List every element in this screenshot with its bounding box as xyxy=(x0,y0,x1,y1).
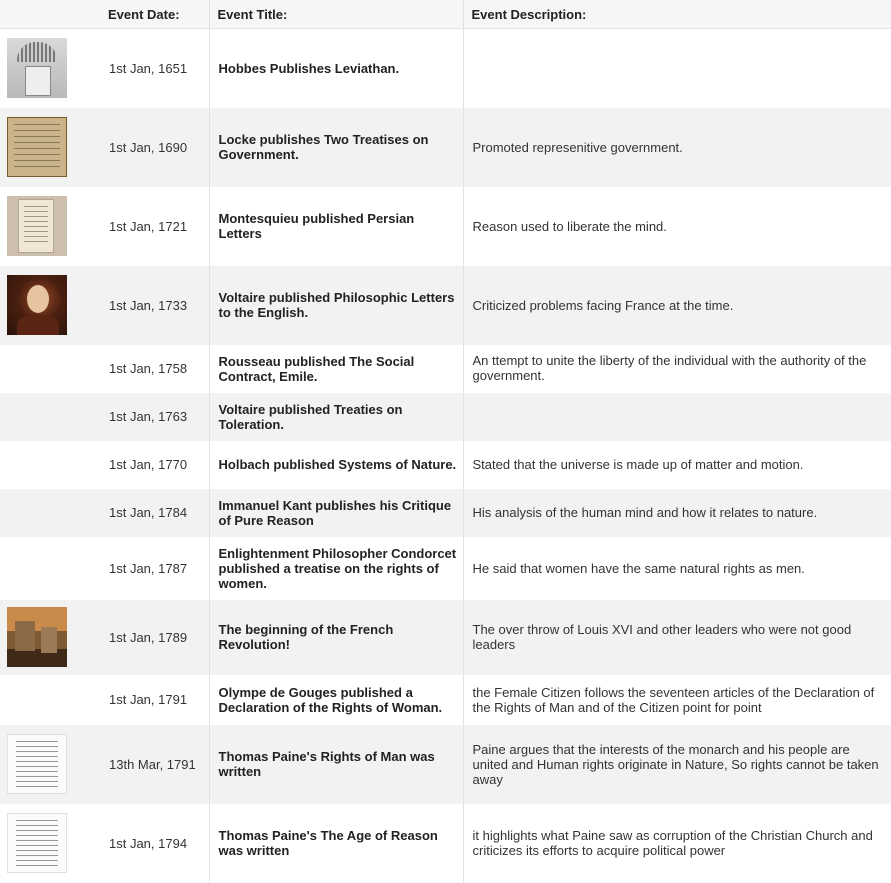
event-title: Olympe de Gouges published a Declaration of the Rights of Woman. xyxy=(209,675,463,725)
event-date: 1st Jan, 1794 xyxy=(100,804,209,883)
event-row[interactable] xyxy=(0,537,891,600)
event-date: 1st Jan, 1770 xyxy=(100,441,209,489)
rights-of-man-title-page-icon[interactable] xyxy=(7,734,67,794)
event-row[interactable] xyxy=(0,29,891,108)
event-description: it highlights what Paine saw as corruption of the Christian Church and criticizes its efforts to acquire political power xyxy=(463,804,891,883)
age-of-reason-title-page-icon[interactable] xyxy=(7,813,67,873)
event-description: Promoted represenitive government. xyxy=(463,108,891,187)
event-date: 1st Jan, 1690 xyxy=(100,108,209,187)
event-description: the Female Citizen follows the seventeen articles of the Declaration of the Rights of Man and of the Citizen point for point xyxy=(463,675,891,725)
event-description: His analysis of the human mind and how it relates to nature. xyxy=(463,489,891,537)
event-row[interactable] xyxy=(0,675,891,725)
header-image xyxy=(0,0,100,29)
event-title: Hobbes Publishes Leviathan. xyxy=(209,29,463,108)
event-description: He said that women have the same natural rights as men. xyxy=(463,537,891,600)
event-description: Reason used to liberate the mind. xyxy=(463,187,891,266)
header-event-description[interactable]: Event Description: xyxy=(463,0,891,29)
event-date: 1st Jan, 1733 xyxy=(100,266,209,345)
event-description: Criticized problems facing France at the time. xyxy=(463,266,891,345)
event-title: The beginning of the French Revolution! xyxy=(209,600,463,675)
header-event-title[interactable]: Event Title: xyxy=(209,0,463,29)
event-title: Thomas Paine's Rights of Man was written xyxy=(209,725,463,804)
event-row[interactable] xyxy=(0,345,891,393)
persian-letters-book-icon[interactable] xyxy=(7,196,67,256)
leviathan-engraving-icon[interactable] xyxy=(7,38,67,98)
event-description xyxy=(463,29,891,108)
event-title: Voltaire published Philosophic Letters to the English. xyxy=(209,266,463,345)
event-description: An ttempt to unite the liberty of the individual with the authority of the government. xyxy=(463,345,891,393)
event-description: Paine argues that the interests of the monarch and his people are united and Human rights originate in Nature, So rights cannot be taken away xyxy=(463,725,891,804)
event-title: Montesquieu published Persian Letters xyxy=(209,187,463,266)
event-row[interactable] xyxy=(0,108,891,187)
event-date: 1st Jan, 1763 xyxy=(100,393,209,441)
event-description: Stated that the universe is made up of matter and motion. xyxy=(463,441,891,489)
event-title: Thomas Paine's The Age of Reason was written xyxy=(209,804,463,883)
event-row[interactable] xyxy=(0,266,891,345)
event-title: Voltaire published Treaties on Toleration. xyxy=(209,393,463,441)
event-date: 1st Jan, 1789 xyxy=(100,600,209,675)
event-row[interactable] xyxy=(0,804,891,883)
event-description xyxy=(463,393,891,441)
event-row[interactable] xyxy=(0,725,891,804)
event-row[interactable] xyxy=(0,600,891,675)
voltaire-portrait-icon[interactable] xyxy=(7,275,67,335)
event-date: 1st Jan, 1784 xyxy=(100,489,209,537)
event-date: 1st Jan, 1791 xyxy=(100,675,209,725)
two-treatises-book-icon[interactable] xyxy=(7,117,67,177)
event-date: 1st Jan, 1721 xyxy=(100,187,209,266)
event-row[interactable] xyxy=(0,187,891,266)
event-date: 1st Jan, 1651 xyxy=(100,29,209,108)
event-title: Holbach published Systems of Nature. xyxy=(209,441,463,489)
event-row[interactable] xyxy=(0,441,891,489)
event-title: Locke publishes Two Treatises on Government. xyxy=(209,108,463,187)
event-date: 1st Jan, 1758 xyxy=(100,345,209,393)
event-date: 1st Jan, 1787 xyxy=(100,537,209,600)
header-event-date[interactable]: Event Date: xyxy=(100,0,209,29)
event-description: The over throw of Louis XVI and other leaders who were not good leaders xyxy=(463,600,891,675)
event-date: 13th Mar, 1791 xyxy=(100,725,209,804)
header-row xyxy=(0,0,891,29)
event-title: Rousseau published The Social Contract, Emile. xyxy=(209,345,463,393)
event-row[interactable] xyxy=(0,393,891,441)
event-title: Enlightenment Philosopher Condorcet published a treatise on the rights of women. xyxy=(209,537,463,600)
event-row[interactable] xyxy=(0,489,891,537)
bastille-painting-icon[interactable] xyxy=(7,607,67,667)
event-title: Immanuel Kant publishes his Critique of Pure Reason xyxy=(209,489,463,537)
